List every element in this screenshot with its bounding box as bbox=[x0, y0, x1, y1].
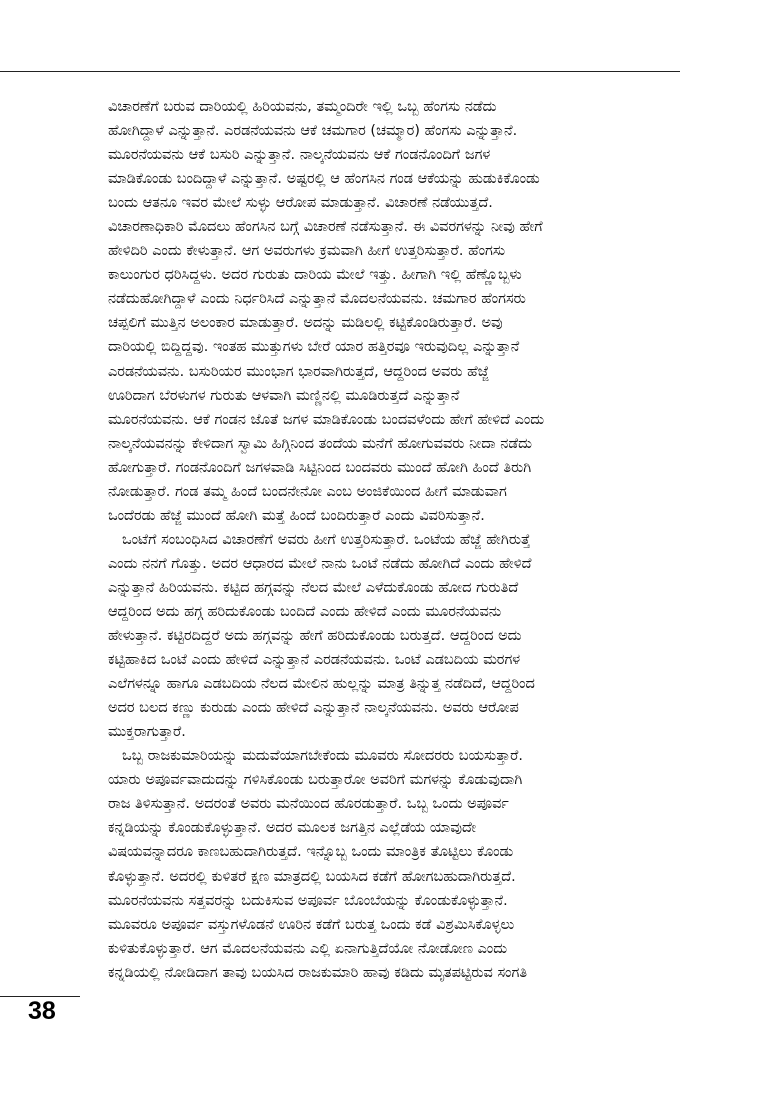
text-line: ಕನ್ನಡಿಯಲ್ಲಿ ನೋಡಿದಾಗ ತಾವು ಬಯಸಿದ ರಾಜಕುಮಾರಿ ಹಾವು ಕಡಿದು ಮೃತಪಟ್ಟಿರುವ ಸಂಗತಿ bbox=[108, 964, 527, 981]
text-line: ಎಲೆಗಳನ್ನೂ ಹಾಗೂ ಎಡಬದಿಯ ನೆಲದ ಮೇಲಿನ ಹುಲ್ಲನ್ನು ಮಾತ್ರ ತಿನ್ನುತ್ತ ನಡೆದಿದೆ, ಆದ್ದರಿಂದ bbox=[108, 676, 535, 693]
text-line: ದಾರಿಯಲ್ಲಿ ಬಿದ್ದಿದ್ದವು. ಇಂತಹ ಮುತ್ತುಗಳು ಬೇರೆ ಯಾರ ಹತ್ತಿರವೂ ಇರುವುದಿಲ್ಲ ಎನ್ನುತ್ತಾನೆ bbox=[108, 339, 520, 356]
text-line: ಹೇಳಿದಿರಿ ಎಂದು ಕೇಳುತ್ತಾನೆ. ಆಗ ಅವರುಗಳು ಕ್ರಮವಾಗಿ ಹೀಗೆ ಉತ್ತರಿಸುತ್ತಾರೆ. ಹೆಂಗಸು bbox=[108, 243, 506, 260]
text-line: ಮೂರನೆಯವನು ಆಕೆ ಬಸುರಿ ಎನ್ನುತ್ತಾನೆ. ನಾಲ್ಕನೆಯವನು ಆಕೆ ಗಂಡನೊಂದಿಗೆ ಜಗಳ bbox=[108, 147, 491, 164]
text-line: ಎನ್ನುತ್ತಾನೆ ಹಿರಿಯವನು. ಕಟ್ಟಿದ ಹಗ್ಗವನ್ನು ನೆಲದ ಮೇಲೆ ಎಳೆದುಕೊಂಡು ಹೋದ ಗುರುತಿದೆ bbox=[108, 579, 519, 596]
text-line: ಕೊಳ್ಳುತ್ತಾನೆ. ಅದರಲ್ಲಿ ಕುಳಿತರೆ ಕ್ಷಣ ಮಾತ್ರದಲ್ಲಿ ಬಯಸಿದ ಕಡೆಗೆ ಹೋಗಬಹುದಾಗಿರುತ್ತದೆ. bbox=[108, 868, 516, 885]
text-line: ವಿಚಾರಣೆಗೆ ಬರುವ ದಾರಿಯಲ್ಲಿ ಹಿರಿಯವನು, ತಮ್ಮಂದಿರೇ ಇಲ್ಲಿ ಒಬ್ಬ ಹೆಂಗಸು ನಡೆದು bbox=[108, 99, 497, 115]
text-line: ಕಾಲುಂಗುರ ಧರಿಸಿದ್ದಳು. ಅದರ ಗುರುತು ದಾರಿಯ ಮೇಲೆ ಇತ್ತು. ಹೀಗಾಗಿ ಇಲ್ಲಿ ಹೆಣ್ಣೊಬ್ಬಳು bbox=[108, 267, 522, 284]
text-line: ಮೂರನೆಯವನು. ಆಕೆ ಗಂಡನ ಜೊತೆ ಜಗಳ ಮಾಡಿಕೊಂಡು ಬಂದವಳೆಂದು ಹೇಗೆ ಹೇಳಿದೆ ಎಂದು bbox=[108, 411, 545, 428]
text-line: ಆದ್ದರಿಂದ ಅದು ಹಗ್ಗ ಹರಿದುಕೊಂಡು ಬಂದಿದೆ ಎಂದು ಹೇಳಿದೆ ಎಂದು ಮೂರನೆಯವನು bbox=[108, 603, 502, 620]
top-rule bbox=[0, 71, 680, 72]
text-line: ಒಂದೆರಡು ಹೆಜ್ಜೆ ಮುಂದೆ ಹೋಗಿ ಮತ್ತೆ ಹಿಂದೆ ಬಂದಿರುತ್ತಾರೆ ಎಂದು ವಿವರಿಸುತ್ತಾನೆ. bbox=[108, 507, 485, 524]
text-line: ಹೇಳುತ್ತಾನೆ. ಕಟ್ಟಿರದಿದ್ದರೆ ಅದು ಹಗ್ಗವನ್ನು ಹೇಗೆ ಹರಿದುಕೊಂಡು ಬರುತ್ತದೆ. ಆದ್ದರಿಂದ ಅದು bbox=[108, 628, 522, 645]
text-line: ವಿಚಾರಣಾಧಿಕಾರಿ ಮೊದಲು ಹೆಂಗಸಿನ ಬಗ್ಗೆ ವಿಚಾರಣೆ ನಡೆಸುತ್ತಾನೆ. ಈ ವಿವರಗಳನ್ನು ನೀವು ಹೇಗೆ bbox=[108, 219, 543, 236]
body-text bbox=[108, 95, 686, 985]
text-line: ಮೂರನೆಯವನು ಸತ್ತವರನ್ನು ಬದುಕಿಸುವ ಅಪೂರ್ವ ಬೊಂಬೆಯನ್ನು ಕೊಂಡುಕೊಳ್ಳುತ್ತಾನೆ. bbox=[108, 892, 508, 909]
text-line: ಹೋಗುತ್ತಾರೆ. ಗಂಡನೊಂದಿಗೆ ಜಗಳವಾಡಿ ಸಿಟ್ಟಿನಿಂದ ಬಂದವರು ಮುಂದೆ ಹೋಗಿ ಹಿಂದೆ ತಿರುಗಿ bbox=[108, 459, 532, 476]
text-line: ವಿಷಯವನ್ನಾದರೂ ಕಾಣಬಹುದಾಗಿರುತ್ತದೆ. ಇನ್ನೊಬ್ಬ ಒಂದು ಮಾಂತ್ರಿಕ ತೊಟ್ಟಿಲು ಕೊಂಡು bbox=[108, 844, 514, 861]
text-line: ನೋಡುತ್ತಾರೆ. ಗಂಡ ತಮ್ಮ ಹಿಂದೆ ಬಂದನೇನೋ ಎಂಬ ಅಂಜಿಕೆಯಿಂದ ಹೀಗೆ ಮಾಡುವಾಗ bbox=[108, 483, 507, 500]
text-line: ಮುಕ್ತರಾಗುತ್ತಾರೆ. bbox=[108, 724, 186, 741]
page-number: 38 bbox=[28, 997, 56, 1025]
text-line: ನಾಲ್ಕನೆಯವನನ್ನು ಕೇಳಿದಾಗ ಸ್ವಾಮಿ ಹಿಗ್ಗಿನಿಂದ ತಂದೆಯ ಮನೆಗೆ ಹೋಗುವವರು ನೀದಾ ನಡೆದು bbox=[108, 435, 532, 452]
text-line: ರಾಜ ತಿಳಿಸುತ್ತಾನೆ. ಅದರಂತೆ ಅವರು ಮನೆಯಿಂದ ಹೊರಡುತ್ತಾರೆ. ಒಬ್ಬ ಒಂದು ಅಪೂರ್ವ bbox=[108, 796, 509, 813]
text-line: ಬಂದು ಆತನೂ ಇವರ ಮೇಲೆ ಸುಳ್ಳು ಆರೋಪ ಮಾಡುತ್ತಾನೆ. ವಿಚಾರಣೆ ನಡೆಯುತ್ತದೆ. bbox=[108, 195, 493, 212]
text-line: ಒಂಟೆಗೆ ಸಂಬಂಧಿಸಿದ ವಿಚಾರಣೆಗೆ ಅವರು ಹೀಗೆ ಉತ್ತರಿಸುತ್ತಾರೆ. ಒಂಟೆಯ ಹೆಜ್ಜೆ ಹೇಗಿರುತ್ತೆ bbox=[122, 531, 531, 548]
text-line: ಹೋಗಿದ್ದಾಳೆ ಎನ್ನುತ್ತಾನೆ. ಎರಡನೆಯವನು ಆಕೆ ಚಮಗಾರ (ಚಮ್ಮಾರ) ಹೆಂಗಸು ಎನ್ನುತ್ತಾನೆ. bbox=[108, 123, 518, 140]
text-line: ಚಪ್ಪಲಿಗೆ ಮುತ್ತಿನ ಅಲಂಕಾರ ಮಾಡುತ್ತಾರೆ. ಅದನ್ನು ಮಡಿಲಲ್ಲಿ ಕಟ್ಟಿಕೊಂಡಿರುತ್ತಾರೆ. ಅವು bbox=[108, 315, 503, 332]
text-line: ಒಬ್ಬ ರಾಜಕುಮಾರಿಯನ್ನು ಮದುವೆಯಾಗಬೇಕೆಂದು ಮೂವರು ಸೋದರರು ಬಯಸುತ್ತಾರೆ. bbox=[122, 748, 524, 765]
text-line: ಎರಡನೆಯವನು. ಬಸುರಿಯರ ಮುಂಭಾಗ ಭಾರವಾಗಿರುತ್ತದೆ, ಆದ್ದರಿಂದ ಅವರು ಹೆಜ್ಜೆ bbox=[108, 363, 489, 380]
text-line: ಊರಿದಾಗ ಬೆರಳುಗಳ ಗುರುತು ಆಳವಾಗಿ ಮಣ್ಣಿನಲ್ಲಿ ಮೂಡಿರುತ್ತದೆ ಎನ್ನುತ್ತಾನೆ bbox=[108, 387, 460, 404]
text-line: ಕುಳಿತುಕೊಳ್ಳುತ್ತಾರೆ. ಆಗ ಮೊದಲನೆಯವನು ಎಲ್ಲಿ ಏನಾಗುತ್ತಿದೆಯೋ ನೋಡೋಣ ಎಂದು bbox=[108, 940, 508, 957]
text-line: ಎಂದು ನನಗೆ ಗೊತ್ತು. ಅದರ ಆಧಾರದ ಮೇಲೆ ನಾನು ಒಂಟೆ ನಡೆದು ಹೋಗಿದೆ ಎಂದು ಹೇಳಿದೆ bbox=[108, 555, 532, 572]
text-line: ಕಟ್ಟಿಹಾಕಿದ ಒಂಟೆ ಎಂದು ಹೇಳಿದೆ ಎನ್ನುತ್ತಾನೆ ಎರಡನೆಯವನು. ಒಂಟೆ ಎಡಬದಿಯ ಮರಗಳ bbox=[108, 652, 521, 669]
text-line: ಅದರ ಬಲದ ಕಣ್ಣು ಕುರುಡು ಎಂದು ಹೇಳಿದೆ ಎನ್ನುತ್ತಾನೆ ನಾಲ್ಕನೆಯವನು. ಅವರು ಆರೋಪ bbox=[108, 700, 519, 717]
text-line: ಮಾಡಿಕೊಂಡು ಬಂದಿದ್ದಾಳೆ ಎನ್ನುತ್ತಾನೆ. ಅಷ್ಟರಲ್ಲಿ ಆ ಹೆಂಗಸಿನ ಗಂಡ ಆಕೆಯನ್ನು ಹುಡುಕಿಕೊಂಡು bbox=[108, 171, 540, 188]
text-line: ಮೂವರೂ ಅಪೂರ್ವ ವಸ್ತುಗಳೊಡನೆ ಊರಿನ ಕಡೆಗೆ ಬರುತ್ತ ಒಂದು ಕಡೆ ವಿಶ್ರಮಿಸಿಕೊಳ್ಳಲು bbox=[108, 916, 515, 933]
text-line: ಯಾರು ಅಪೂರ್ವವಾದುದನ್ನು ಗಳಿಸಿಕೊಂಡು ಬರುತ್ತಾರೋ ಅವರಿಗೆ ಮಗಳನ್ನು ಕೊಡುವುದಾಗಿ bbox=[108, 772, 523, 789]
text-line: ಕನ್ನಡಿಯನ್ನು ಕೊಂಡುಕೊಳ್ಳುತ್ತಾನೆ. ಅದರ ಮೂಲಕ ಜಗತ್ತಿನ ಎಲ್ಲೆಡೆಯ ಯಾವುದೇ bbox=[108, 820, 477, 837]
text-line: ನಡೆದುಹೋಗಿದ್ದಾಳೆ ಎಂದು ನಿರ್ಧರಿಸಿದೆ ಎನ್ನುತ್ತಾನೆ ಮೊದಲನೆಯವನು. ಚಮಗಾರ ಹೆಂಗಸರು bbox=[108, 291, 526, 308]
